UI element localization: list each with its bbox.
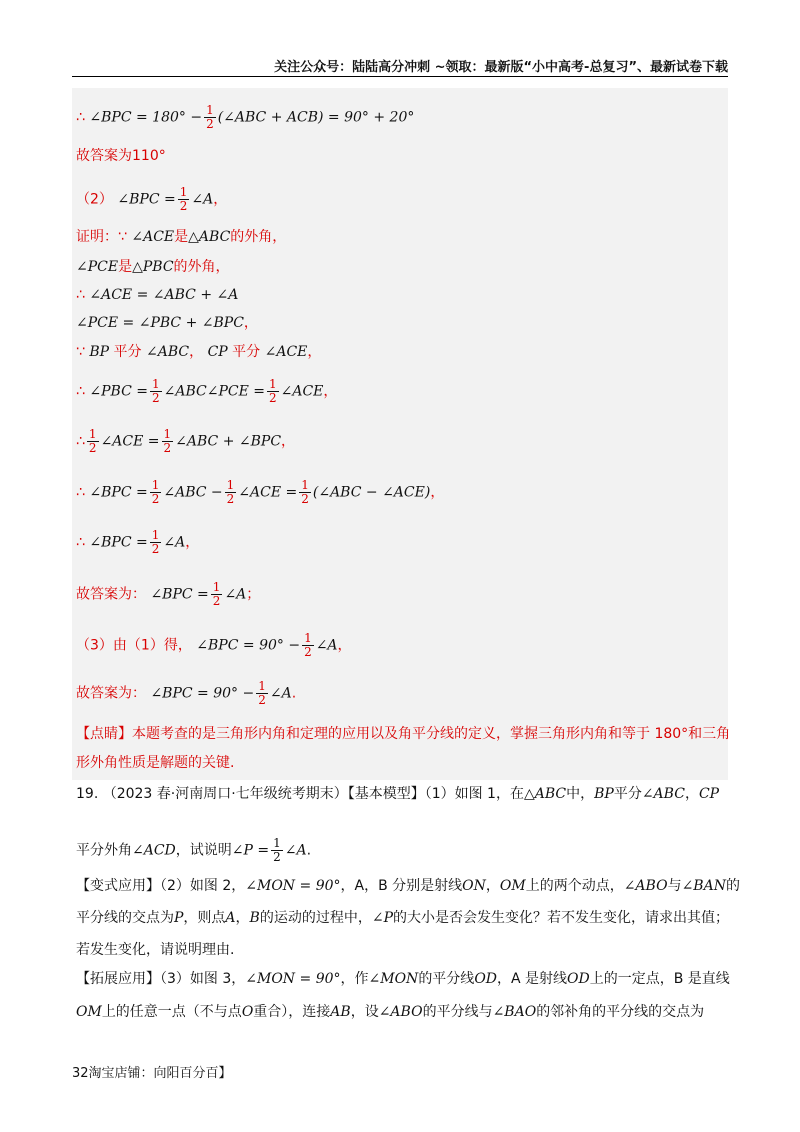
- answer-line-9: [76, 378, 337, 405]
- denominator: 2: [258, 693, 266, 707]
- math-expr: OD: [474, 971, 498, 987]
- part-label: （2）: [76, 191, 113, 208]
- numerator: 1: [258, 679, 266, 693]
- math-expr: O: [241, 1004, 254, 1020]
- denominator: 2: [226, 492, 235, 506]
- math-expr: ∠P: [371, 910, 393, 926]
- text: 与: [667, 878, 682, 894]
- text: 上的一定点，B 是直线: [589, 971, 730, 987]
- text: 上的任意一点（不与点: [101, 1004, 242, 1020]
- numerator: 1: [151, 478, 160, 492]
- denominator: 2: [212, 594, 221, 608]
- text: 的外角，: [230, 229, 287, 245]
- key-point-line-1: 【点睛】本题考查的是三角形内角和定理的应用以及角平分线的定义，掌握三角形内角和等于 180°和三角: [76, 726, 731, 742]
- fraction: [302, 632, 314, 659]
- text: 平分: [613, 786, 642, 802]
- math-expr: ∠ABC∠PCE =: [163, 383, 265, 400]
- math-expr: △PBC: [132, 259, 174, 275]
- punct: .: [291, 685, 297, 702]
- math-expr: ∠BPC = 90° −: [150, 685, 255, 702]
- answer-line-12: [76, 529, 199, 556]
- fraction: [211, 581, 223, 608]
- therefore-symbol: ∴: [76, 383, 85, 400]
- math-expr: ∠BPC = 90° −: [196, 637, 301, 654]
- punct: ，: [307, 344, 322, 360]
- therefore-symbol: ∴: [76, 534, 85, 551]
- text: 重合），连接: [253, 1004, 331, 1020]
- punct: ，: [430, 484, 445, 501]
- answer-line-14: [76, 632, 352, 659]
- fraction: [150, 378, 162, 405]
- denominator: 2: [163, 441, 172, 455]
- answer-line-6: [76, 285, 238, 305]
- fraction: [178, 186, 190, 213]
- answer-label: 故答案为：: [76, 685, 146, 702]
- denominator: 2: [151, 492, 160, 506]
- text: 的外角，: [173, 259, 230, 275]
- fraction: [267, 378, 279, 405]
- punct: ，: [213, 191, 228, 208]
- fraction: [225, 479, 237, 506]
- fraction: [150, 529, 162, 556]
- math-expr: ∠MON = 90°: [245, 971, 341, 987]
- math-expr: ∠BAO: [492, 1004, 537, 1020]
- text: ，A，B 分别是射线: [340, 878, 463, 894]
- math-expr: ∠A: [163, 534, 186, 551]
- text: ，则点: [183, 910, 226, 926]
- fraction: [271, 837, 283, 864]
- math-expr: ∠ABC: [146, 344, 190, 360]
- answer-line-15: [76, 680, 296, 707]
- text: 是: [118, 259, 133, 275]
- math-expr: ∠P =: [231, 842, 270, 859]
- question-line-1: [76, 784, 719, 804]
- math-expr: B: [249, 910, 260, 926]
- math-expr: (∠ABC − ∠ACE): [312, 484, 431, 501]
- punct: ，: [323, 383, 338, 400]
- text: ，: [235, 910, 250, 926]
- header-text: 关注公众号：陆陆高分冲刺 ~领取：最新版“小中高考-总复习”、最新试卷下载: [274, 60, 728, 75]
- numerator: 1: [179, 185, 188, 199]
- math-expr: ∠A: [224, 586, 247, 603]
- answer-label: 故答案为：: [76, 586, 146, 603]
- math-expr: ∠MON: [368, 971, 419, 987]
- math-expr: ∠A: [191, 191, 214, 208]
- numerator: 1: [151, 377, 160, 391]
- text: 【变式应用】（2）如图 2，: [76, 878, 246, 894]
- denominator: 2: [151, 542, 160, 556]
- math-expr: OD: [567, 971, 590, 987]
- page-number: 32: [72, 1066, 89, 1081]
- math-expr: ∠ABC + ∠BPC: [175, 433, 282, 450]
- math-expr: ∠ACD: [132, 842, 176, 859]
- denominator: 2: [151, 391, 160, 405]
- answer-line-10: [76, 428, 295, 455]
- text: ，作: [340, 971, 369, 987]
- numerator: 1: [273, 836, 281, 850]
- numerator: 1: [88, 427, 97, 441]
- punct: ，: [337, 637, 352, 654]
- math-expr: OM: [76, 1004, 102, 1020]
- math-expr: △ABC: [188, 229, 231, 245]
- math-expr: ∠BPC = 180° −: [89, 109, 203, 126]
- question-line-6: [76, 969, 730, 989]
- answer-line-11: [76, 479, 444, 506]
- text: ，设: [350, 1004, 379, 1020]
- text: ，: [485, 878, 500, 894]
- math-expr: ∠ABO: [623, 878, 668, 894]
- fraction: [256, 680, 268, 707]
- punct: ，: [281, 433, 296, 450]
- text: 平分外角: [76, 842, 132, 859]
- answer-line-8: [76, 342, 321, 362]
- answer-line-4: [76, 227, 286, 247]
- shop-name: 淘宝店铺：向阳百分百】: [88, 1066, 232, 1081]
- math-expr: ∠PCE = ∠PBC + ∠BPC: [76, 315, 244, 331]
- math-expr: ∠ACE =: [100, 433, 160, 450]
- question-line-3: [76, 876, 740, 896]
- therefore-symbol: ∴: [76, 287, 85, 303]
- proof-label: 证明：∵: [76, 229, 127, 245]
- numerator: 1: [163, 427, 172, 441]
- text: 【拓展应用】（3）如图 3，: [76, 971, 246, 987]
- math-expr: ∠ABC −: [163, 484, 223, 501]
- text: 的大小是否会发生变化？若不发生变化，请求出其值；: [393, 910, 729, 926]
- math-expr: ∠ACE = ∠ABC + ∠A: [89, 287, 239, 303]
- text: 的平分线与: [422, 1004, 493, 1020]
- text: ，试说明: [175, 842, 232, 859]
- math-expr: ∠ACE: [280, 383, 324, 400]
- numerator: 1: [212, 580, 221, 594]
- part-label: （3）由（1）得，: [76, 637, 192, 654]
- page-header: [72, 56, 728, 77]
- math-expr: CP: [698, 786, 720, 802]
- punct: ，: [243, 315, 258, 331]
- text: 的运动的过程中，: [259, 910, 372, 926]
- fraction: [87, 428, 99, 455]
- math-expr: ∠PBC =: [89, 383, 148, 400]
- denominator: 2: [179, 199, 188, 213]
- math-expr: ∠BPC =: [89, 534, 148, 551]
- answer-line-2: 故答案为110°: [76, 148, 166, 164]
- question-line-7: [76, 1002, 704, 1022]
- question-line-5: 若发生变化，请说明理由.: [76, 942, 235, 958]
- fraction: [162, 428, 174, 455]
- numerator: 1: [151, 528, 160, 542]
- page-footer: [72, 1062, 232, 1081]
- because-symbol: ∵: [76, 344, 85, 360]
- text: 的邻补角的平分线的交点为: [536, 1004, 705, 1020]
- text: 上的两个动点，: [525, 878, 624, 894]
- math-expr: ∠ABO: [378, 1004, 423, 1020]
- text: 平分线的交点为: [76, 910, 174, 926]
- fraction: [204, 104, 216, 131]
- math-expr: ∠ABC: [641, 786, 685, 802]
- answer-line-1: [76, 104, 414, 131]
- math-expr: OM: [499, 878, 526, 894]
- math-expr: AB: [330, 1004, 351, 1020]
- text: .: [306, 842, 312, 859]
- therefore-symbol: ∴: [76, 484, 85, 501]
- math-expr: ∠A: [315, 637, 338, 654]
- answer-line-5: [76, 257, 230, 277]
- answer-line-3: [76, 186, 227, 213]
- question-line-2: [76, 837, 311, 864]
- question-line-4: [76, 908, 729, 928]
- math-expr: CP: [207, 344, 228, 360]
- numerator: 1: [206, 103, 214, 117]
- answer-line-7: [76, 313, 258, 333]
- math-expr: ∠BAN: [681, 878, 726, 894]
- math-expr: ∠ACE: [264, 344, 308, 360]
- math-expr: ON: [462, 878, 486, 894]
- math-expr: ∠BPC =: [117, 191, 176, 208]
- math-expr: ∠BPC =: [89, 484, 148, 501]
- punct: ；: [246, 586, 261, 603]
- math-expr: ∠A: [284, 842, 307, 859]
- answer-line-13: [76, 581, 260, 608]
- punct: ，: [185, 534, 200, 551]
- fraction: [150, 479, 162, 506]
- math-expr: ∠A: [269, 685, 292, 702]
- math-expr: BP: [594, 786, 614, 802]
- denominator: 2: [301, 492, 309, 506]
- denominator: 2: [304, 645, 312, 659]
- text: 的: [725, 878, 740, 894]
- math-expr: (∠ABC + ACB) = 90° + 20°: [217, 109, 415, 126]
- key-point-line-2: 形外角性质是解题的关键.: [76, 755, 235, 771]
- math-expr: ∠MON = 90°: [245, 878, 341, 894]
- therefore-symbol: ∴: [76, 433, 85, 450]
- denominator: 2: [206, 117, 214, 131]
- math-expr: BP: [89, 344, 110, 360]
- therefore-symbol: ∴: [76, 109, 85, 126]
- numerator: 1: [268, 377, 277, 391]
- math-expr: P: [174, 910, 184, 926]
- math-expr: ∠PCE: [76, 259, 119, 275]
- math-expr: △ABC: [523, 786, 567, 802]
- text: ，: [684, 786, 699, 802]
- text: 中，: [566, 786, 595, 802]
- text: 平分: [232, 344, 261, 360]
- numerator: 1: [304, 631, 312, 645]
- text: 19. （2023 春·河南周口·七年级统考期末）【基本模型】（1）如图 1，在: [76, 786, 524, 802]
- math-expr: ∠ACE: [131, 229, 175, 245]
- text: ，: [189, 344, 204, 360]
- text: 的平分线: [418, 971, 475, 987]
- text: 是: [174, 229, 189, 245]
- math-expr: ∠ACE =: [238, 484, 298, 501]
- math-expr: ∠BPC =: [150, 586, 209, 603]
- text: 平分: [113, 344, 142, 360]
- numerator: 1: [226, 478, 235, 492]
- denominator: 2: [88, 441, 97, 455]
- fraction: [299, 479, 311, 506]
- numerator: 1: [301, 478, 309, 492]
- denominator: 2: [268, 391, 277, 405]
- text: ，A 是射线: [497, 971, 568, 987]
- denominator: 2: [273, 850, 281, 864]
- math-expr: A: [225, 910, 236, 926]
